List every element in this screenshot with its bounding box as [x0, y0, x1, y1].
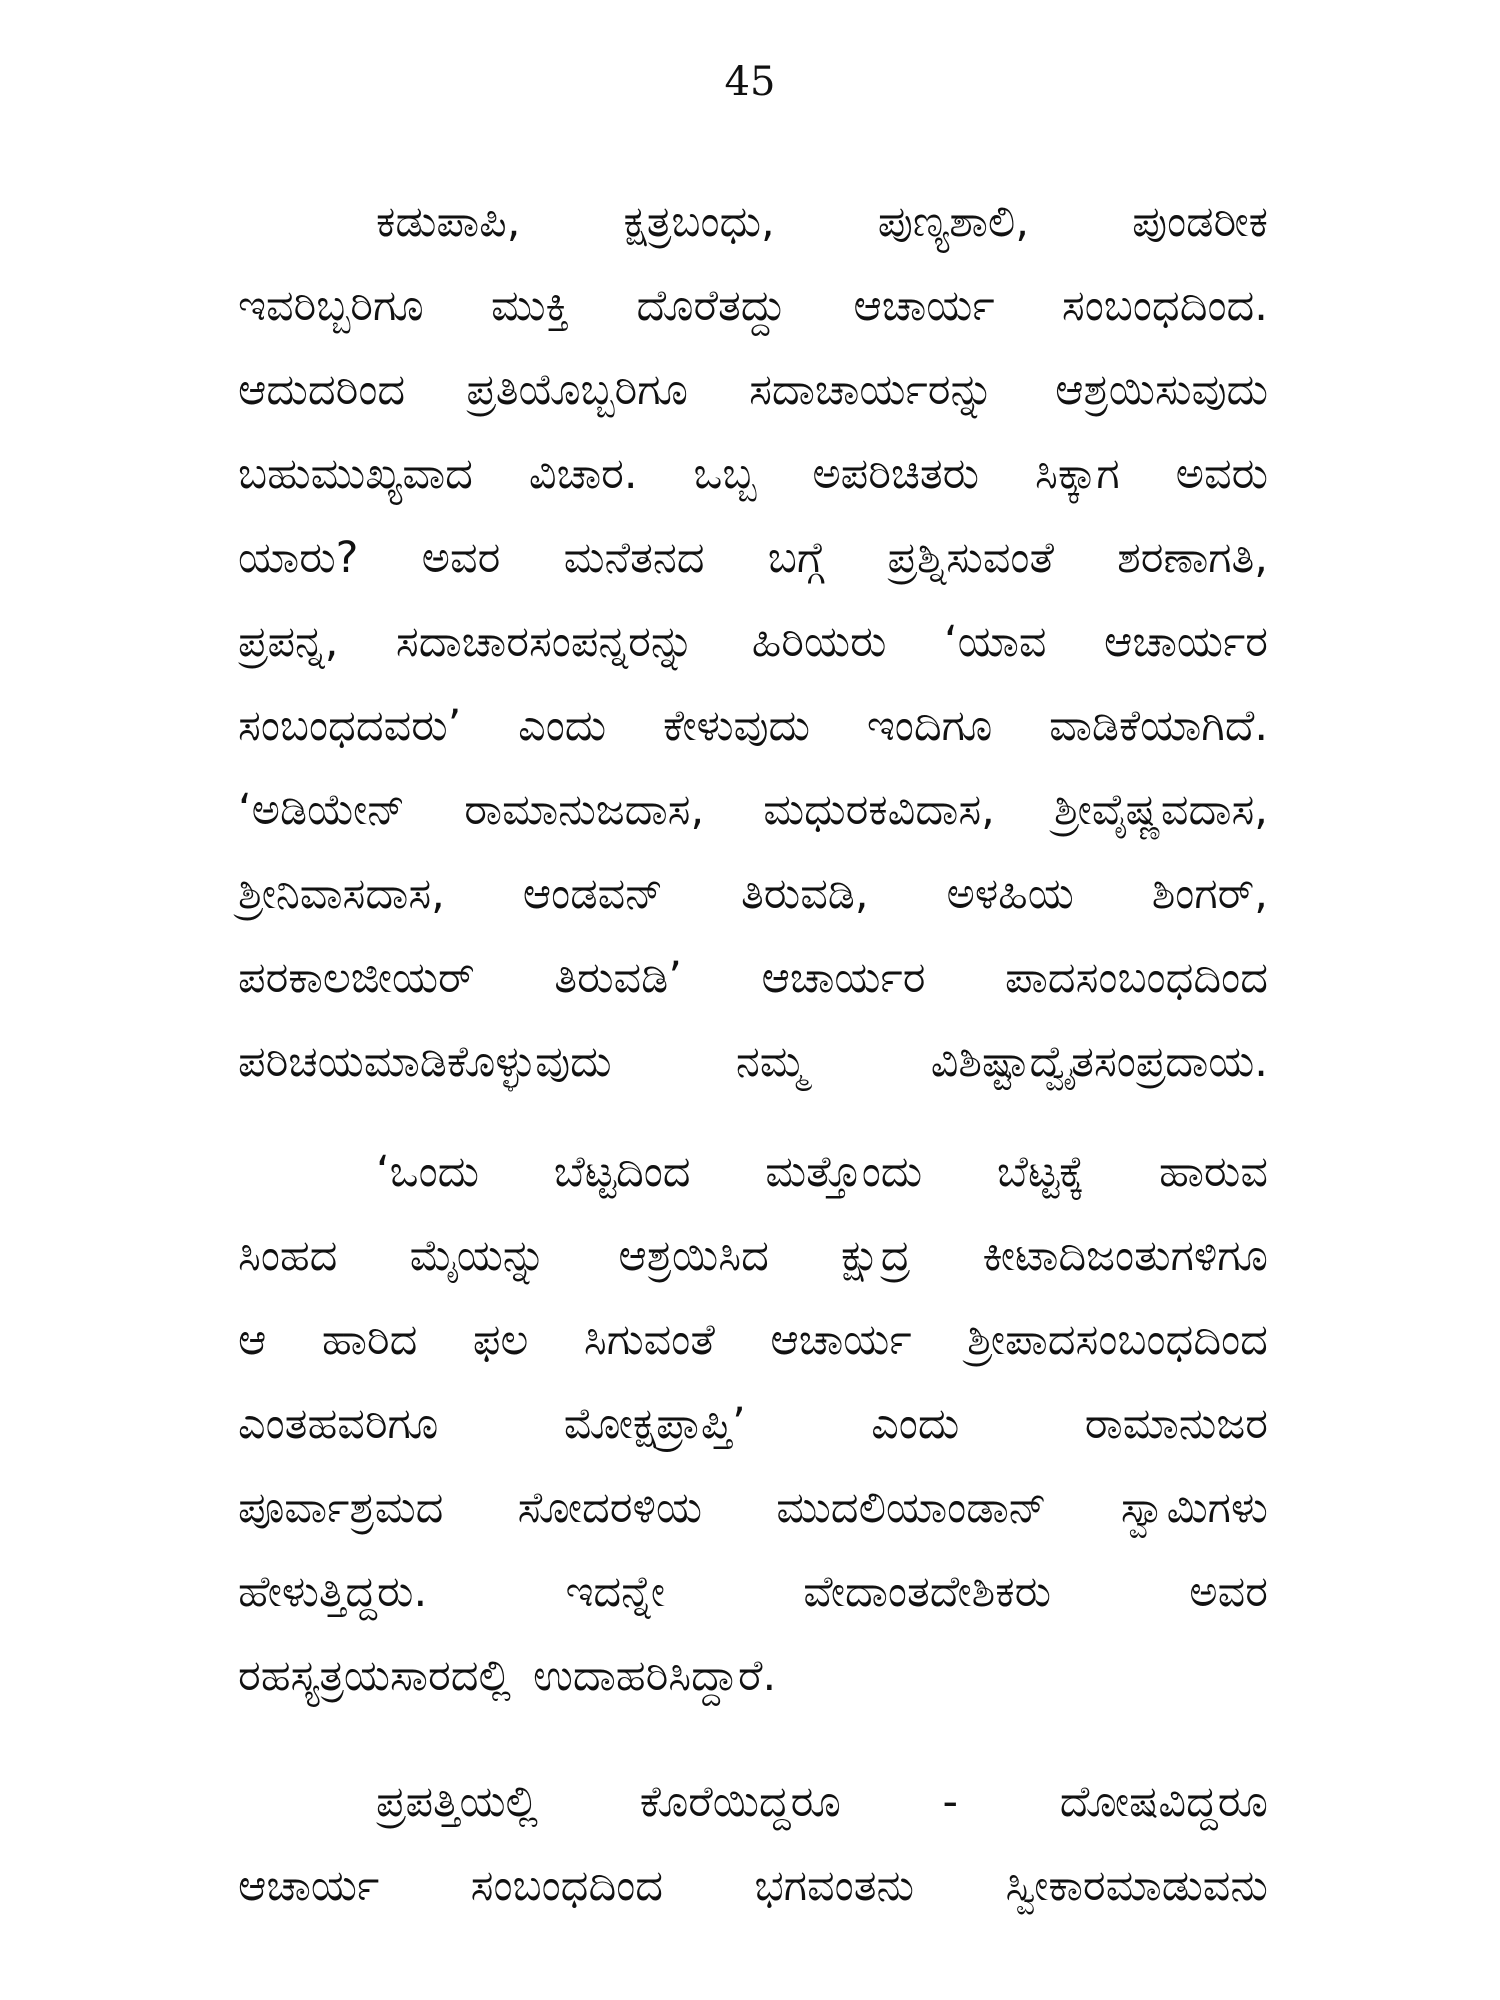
word: ಆದುದರಿಂದ	[238, 365, 406, 415]
word: ದೋಷವಿದ್ದರೂ	[1059, 1777, 1268, 1827]
word: ಆಶ್ರಯಿಸುವುದು	[1055, 365, 1268, 415]
paragraph-2-line-7	[238, 1634, 1268, 1718]
word: ಸದಾಚಾರ್ಯರನ್ನು	[749, 365, 994, 415]
word: ಬೆಟ್ಟಕ್ಕೆ	[996, 1147, 1085, 1197]
paragraph-2-line-5	[238, 1466, 1268, 1550]
word: ಮೈಯನ್ನು	[409, 1231, 547, 1281]
paragraph-1-line-8	[238, 768, 1268, 852]
paragraph-1-line-3	[238, 348, 1268, 432]
word: ಭಗವಂತನು	[754, 1861, 915, 1911]
word: ಎಂದು	[871, 1399, 960, 1449]
word: ಹಿರಿಯರು	[751, 617, 887, 667]
word: ಪ್ರಶ್ನಿಸುವಂತೆ	[887, 533, 1054, 583]
word: ಕ್ಷತ್ರಬಂಧು,	[623, 197, 775, 247]
paragraph-1-line-1	[238, 180, 1268, 264]
paragraph-1-line-4	[238, 432, 1268, 516]
word: ಶ್ರೀಪಾದಸಂಬಂಧದಿಂದ	[967, 1315, 1268, 1365]
word: ‘ಅಡಿಯೇನ್	[238, 785, 406, 835]
paragraph-2-line-4	[238, 1382, 1268, 1466]
word: ಪರಿಚಯಮಾಡಿಕೊಳ್ಳುವುದು	[238, 1037, 612, 1087]
word: ರಹಸ್ಯತ್ರಯಸಾರದಲ್ಲಿ	[238, 1651, 512, 1701]
paragraph-2-line-3	[238, 1298, 1268, 1382]
word: ಪ್ರತಿಯೊಬ್ಬರಿಗೂ	[466, 365, 688, 415]
paragraph-1-line-5	[238, 516, 1268, 600]
word: ‘ಯಾವ	[943, 617, 1047, 667]
word: ದೊರೆತದ್ದು	[636, 281, 787, 331]
word: ಪೂರ್ವಾಶ್ರಮದ	[238, 1483, 444, 1533]
word: ಮಧುರಕವಿದಾಸ,	[763, 785, 995, 835]
word: ‘ಒಂದು	[376, 1147, 480, 1197]
word: ಪಾದಸಂಬಂಧದಿಂದ	[1005, 953, 1268, 1003]
word: ತಿರುವಡಿ’	[554, 953, 682, 1003]
word: ಹಾರಿದ	[321, 1315, 418, 1365]
word: ಕೀಟಾದಿಜಂತುಗಳಿಗೂ	[982, 1231, 1268, 1281]
paragraph-2-line-1	[238, 1130, 1268, 1214]
word: ಸಂಬಂಧದಿಂದ	[470, 1861, 664, 1911]
word: ಸಿಕ್ಕಾಗ	[1034, 449, 1120, 499]
word: ಅವರು	[1175, 449, 1268, 499]
paragraph-1-line-10	[238, 936, 1268, 1020]
word: ಪುಂಡರೀಕ	[1132, 197, 1268, 247]
word: ಸಂಬಂಧದವರು’	[238, 701, 462, 751]
word: ಸದಾಚಾರಸಂಪನ್ನರನ್ನು	[395, 617, 695, 667]
paragraph-3-line-1	[238, 1760, 1268, 1844]
word: ಪ್ರಪತ್ತಿಯಲ್ಲಿ	[376, 1777, 539, 1827]
page-number: 45	[724, 59, 776, 105]
paragraph-1-line-11	[238, 1020, 1268, 1104]
body-text	[238, 180, 1268, 1928]
word: ಅವರ	[421, 533, 501, 583]
word: ಶರಣಾಗತಿ,	[1117, 533, 1268, 583]
word: ಅಳಹಿಯ	[946, 869, 1074, 919]
word: ಕೇಳುವುದು	[663, 701, 811, 751]
word: ಮೋಕ್ಷಪ್ರಾಪ್ತಿ’	[563, 1399, 746, 1449]
word: -	[942, 1777, 959, 1827]
word: ಸಂಬಂಧದಿಂದ.	[1061, 281, 1268, 331]
word: ಹೇಳುತ್ತಿದ್ದರು.	[238, 1567, 428, 1617]
word: ಉದಾಹರಿಸಿದ್ದಾರೆ.	[533, 1651, 777, 1701]
word: ಎಂತಹವರಿಗೂ	[238, 1399, 439, 1449]
word: ಬೆಟ್ಟದಿಂದ	[553, 1147, 691, 1197]
word: ಯಾರು?	[238, 533, 359, 583]
paragraph-3-line-2	[238, 1844, 1268, 1928]
word: ವಿಶಿಷ್ಟಾದ್ವೈತಸಂಪ್ರದಾಯ.	[930, 1037, 1268, 1087]
word: ಇವರಿಬ್ಬರಿಗೂ	[238, 281, 424, 331]
word: ಆಚಾರ್ಯರ	[761, 953, 926, 1003]
word: ರಾಮಾನುಜರ	[1084, 1399, 1268, 1449]
word: ತಿರುವಡಿ,	[740, 869, 869, 919]
paragraph-2-line-6	[238, 1550, 1268, 1634]
word: ಆಂಡವನ್	[522, 869, 664, 919]
word: ಮತ್ತೊಂದು	[765, 1147, 923, 1197]
word: ಸಿಂಹದ	[238, 1231, 338, 1281]
word: ಆಚಾರ್ಯ	[238, 1861, 380, 1911]
word: ಶಿಂಗರ್,	[1151, 869, 1268, 919]
word: ಸೋದರಳಿಯ	[517, 1483, 703, 1533]
word: ಮನೆತನದ	[563, 533, 705, 583]
word: ಇದನ್ನೇ	[565, 1567, 665, 1617]
word: ಎಂದು	[518, 701, 607, 751]
word: ಪ್ರಪನ್ನ,	[238, 617, 339, 667]
word: ಸ್ವೀಕಾರಮಾಡುವನು	[1005, 1861, 1268, 1911]
paragraph-2-line-2	[238, 1214, 1268, 1298]
word: ಆಚಾರ್ಯರ	[1103, 617, 1268, 667]
word: ಹಾರುವ	[1158, 1147, 1268, 1197]
word: ಪರಕಾಲಜೀಯರ್	[238, 953, 475, 1003]
word: ಅಪರಿಚಿತರು	[812, 449, 980, 499]
word: ಒಬ್ಬ	[693, 449, 757, 499]
word: ಆ	[238, 1315, 267, 1365]
paragraph-1-line-9	[238, 852, 1268, 936]
word: ವಿಚಾರ.	[528, 449, 638, 499]
paragraph-1-line-6	[238, 600, 1268, 684]
word: ಸ್ವಾಮಿಗಳು	[1120, 1483, 1268, 1533]
word: ಕೊರೆಯಿದ್ದರೂ	[639, 1777, 841, 1827]
word: ಆಚಾರ್ಯ	[770, 1315, 912, 1365]
word: ಶ್ರೀನಿವಾಸದಾಸ,	[238, 869, 445, 919]
word: ಆಶ್ರಯಿಸಿದ	[618, 1231, 769, 1281]
word: ಬಗ್ಗೆ	[767, 533, 825, 583]
word: ಬಹುಮುಖ್ಯವಾದ	[238, 449, 473, 499]
word: ಸಿಗುವಂತೆ	[583, 1315, 715, 1365]
word: ಕಡುಪಾಪಿ,	[376, 197, 521, 247]
word: ಮುಕ್ತಿ	[490, 281, 570, 331]
word: ಅವರ	[1189, 1567, 1268, 1617]
word: ನಮ್ಮ	[735, 1037, 807, 1087]
word: ಪುಣ್ಯಶಾಲಿ,	[877, 197, 1029, 247]
word: ಮುದಲಿಯಾಂಡಾನ್	[776, 1483, 1047, 1533]
word: ಆಚಾರ್ಯ	[853, 281, 995, 331]
word: ಫಲ	[472, 1315, 529, 1365]
word: ಕ್ಷುದ್ರ	[841, 1231, 911, 1281]
word: ವೇದಾಂತದೇಶಿಕರು	[803, 1567, 1051, 1617]
word: ರಾಮಾನುಜದಾಸ,	[464, 785, 705, 835]
word: ವಾಡಿಕೆಯಾಗಿದೆ.	[1049, 701, 1268, 751]
word: ಇಂದಿಗೂ	[866, 701, 993, 751]
word: ಶ್ರೀವೈಷ್ಣವದಾಸ,	[1053, 785, 1268, 835]
paragraph-1-line-2	[238, 264, 1268, 348]
paragraph-1-line-7	[238, 684, 1268, 768]
